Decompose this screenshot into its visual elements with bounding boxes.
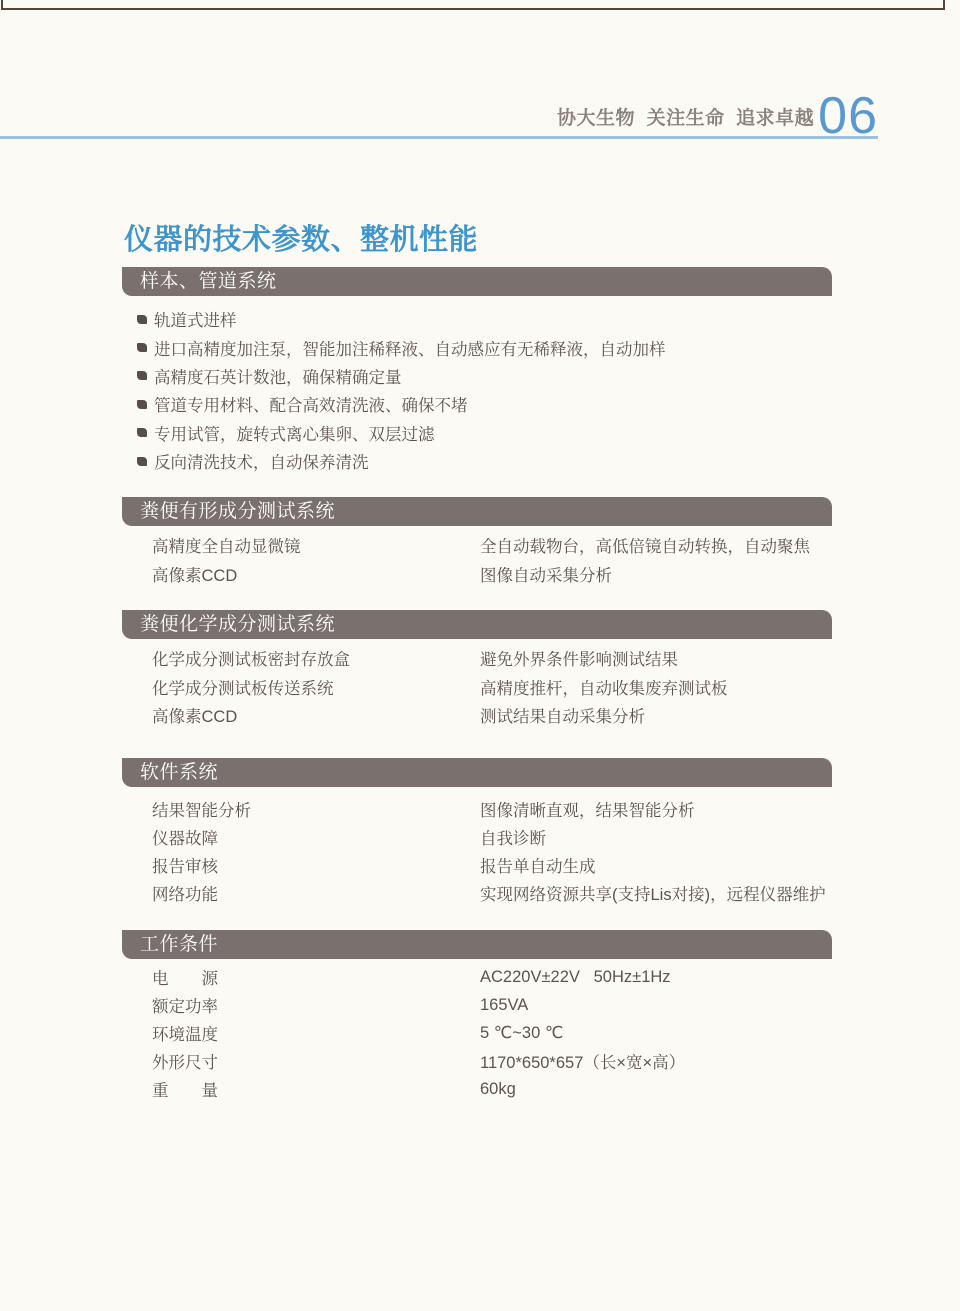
spec-row	[152, 795, 842, 823]
list-item	[137, 447, 666, 475]
spec-value: 自我诊断	[480, 830, 546, 848]
spec-row	[152, 823, 842, 851]
spec-table	[152, 644, 842, 730]
bullet-text: 专用试管，旋转式离心集卵、双层过滤	[154, 425, 435, 444]
page-number: 06	[818, 87, 878, 145]
spec-label: 化学成分测试板传送系统	[152, 679, 334, 698]
spec-label: 重 量	[152, 1082, 218, 1100]
bullet-text: 进口高精度加注泵，智能加注稀释液、自动感应有无稀释液，自动加样	[154, 340, 666, 359]
section-title: 样本、管道系统	[140, 271, 277, 292]
spec-row	[152, 1075, 842, 1103]
spec-value: 实现网络资源共享(支持Lis对接)，远程仪器维护	[480, 886, 826, 904]
spec-label: 环境温度	[152, 1026, 218, 1044]
section-header-bar	[122, 497, 832, 526]
bullet-square-icon	[137, 315, 147, 324]
spec-label: 仪器故障	[152, 830, 218, 848]
list-item	[137, 305, 666, 333]
spec-value: 图像清晰直观，结果智能分析	[480, 802, 695, 820]
bullet-text: 高精度石英计数池，确保精确定量	[154, 368, 402, 387]
spec-row	[152, 644, 842, 673]
bullet-square-icon	[137, 400, 147, 409]
spec-label: 报告审核	[152, 858, 218, 876]
spec-value: 60kg	[480, 1079, 516, 1098]
spec-table	[152, 531, 842, 589]
bullet-text: 反向清洗技术，自动保养清洗	[154, 454, 369, 473]
section-title: 工作条件	[140, 934, 219, 955]
spec-value: 1170*650*657（长×宽×高）	[480, 1054, 686, 1072]
spec-row	[152, 701, 842, 730]
spec-label: 结果智能分析	[152, 802, 251, 820]
spec-label: 额定功率	[152, 998, 218, 1016]
spec-label: 外形尺寸	[152, 1054, 218, 1072]
spec-value: 高精度推杆，自动收集废弃测试板	[480, 679, 728, 698]
page-header	[0, 87, 878, 145]
spec-value: 全自动载物台，高低倍镜自动转换，自动聚焦	[480, 538, 810, 557]
spec-row	[152, 531, 842, 560]
section-title: 粪便有形成分测试系统	[140, 501, 336, 522]
section-header-bar	[122, 610, 832, 639]
spec-row	[152, 851, 842, 879]
spec-row	[152, 1019, 842, 1047]
bullet-list	[137, 305, 666, 475]
spec-row	[152, 673, 842, 702]
bullet-square-icon	[137, 428, 147, 437]
spec-row	[152, 879, 842, 907]
spec-value: 图像自动采集分析	[480, 567, 612, 586]
spec-row	[152, 963, 842, 991]
top-border-line	[1, 0, 945, 10]
spec-label: 网络功能	[152, 886, 218, 904]
bullet-text: 轨道式进样	[154, 312, 237, 331]
list-item	[137, 419, 666, 447]
list-item	[137, 362, 666, 390]
spec-row	[152, 1047, 842, 1075]
bullet-square-icon	[137, 457, 147, 466]
spec-value: 165VA	[480, 995, 529, 1014]
spec-label: 电 源	[152, 970, 218, 988]
section-header-bar	[122, 267, 832, 296]
spec-label: 化学成分测试板密封存放盒	[152, 651, 350, 670]
section-title: 粪便化学成分测试系统	[140, 614, 336, 635]
spec-value: 测试结果自动采集分析	[480, 708, 645, 727]
list-item	[137, 333, 666, 361]
spec-row	[152, 560, 842, 589]
spec-value: 避免外界条件影响测试结果	[480, 651, 678, 670]
spec-label: 高像素CCD	[152, 708, 238, 727]
list-item	[137, 390, 666, 418]
spec-table	[152, 795, 842, 907]
bullet-square-icon	[137, 371, 147, 380]
spec-label: 高像素CCD	[152, 567, 238, 586]
bullet-square-icon	[137, 343, 147, 352]
spec-value: 5 ℃~30 ℃	[480, 1024, 564, 1042]
section-title: 软件系统	[140, 762, 219, 783]
page-title: 仪器的技术参数、整机性能	[124, 224, 479, 256]
section-header-bar	[122, 758, 832, 787]
spec-value: 报告单自动生成	[480, 858, 596, 876]
spec-row	[152, 991, 842, 1019]
header-slogan: 协大生物 关注生命 追求卓越	[557, 108, 815, 129]
spec-label: 高精度全自动显微镜	[152, 538, 301, 557]
spec-table	[152, 963, 842, 1103]
spec-value: AC220V±22V 50Hz±1Hz	[480, 967, 671, 986]
bullet-text: 管道专用材料、配合高效清洗液、确保不堵	[154, 397, 468, 416]
section-header-bar	[122, 930, 832, 959]
